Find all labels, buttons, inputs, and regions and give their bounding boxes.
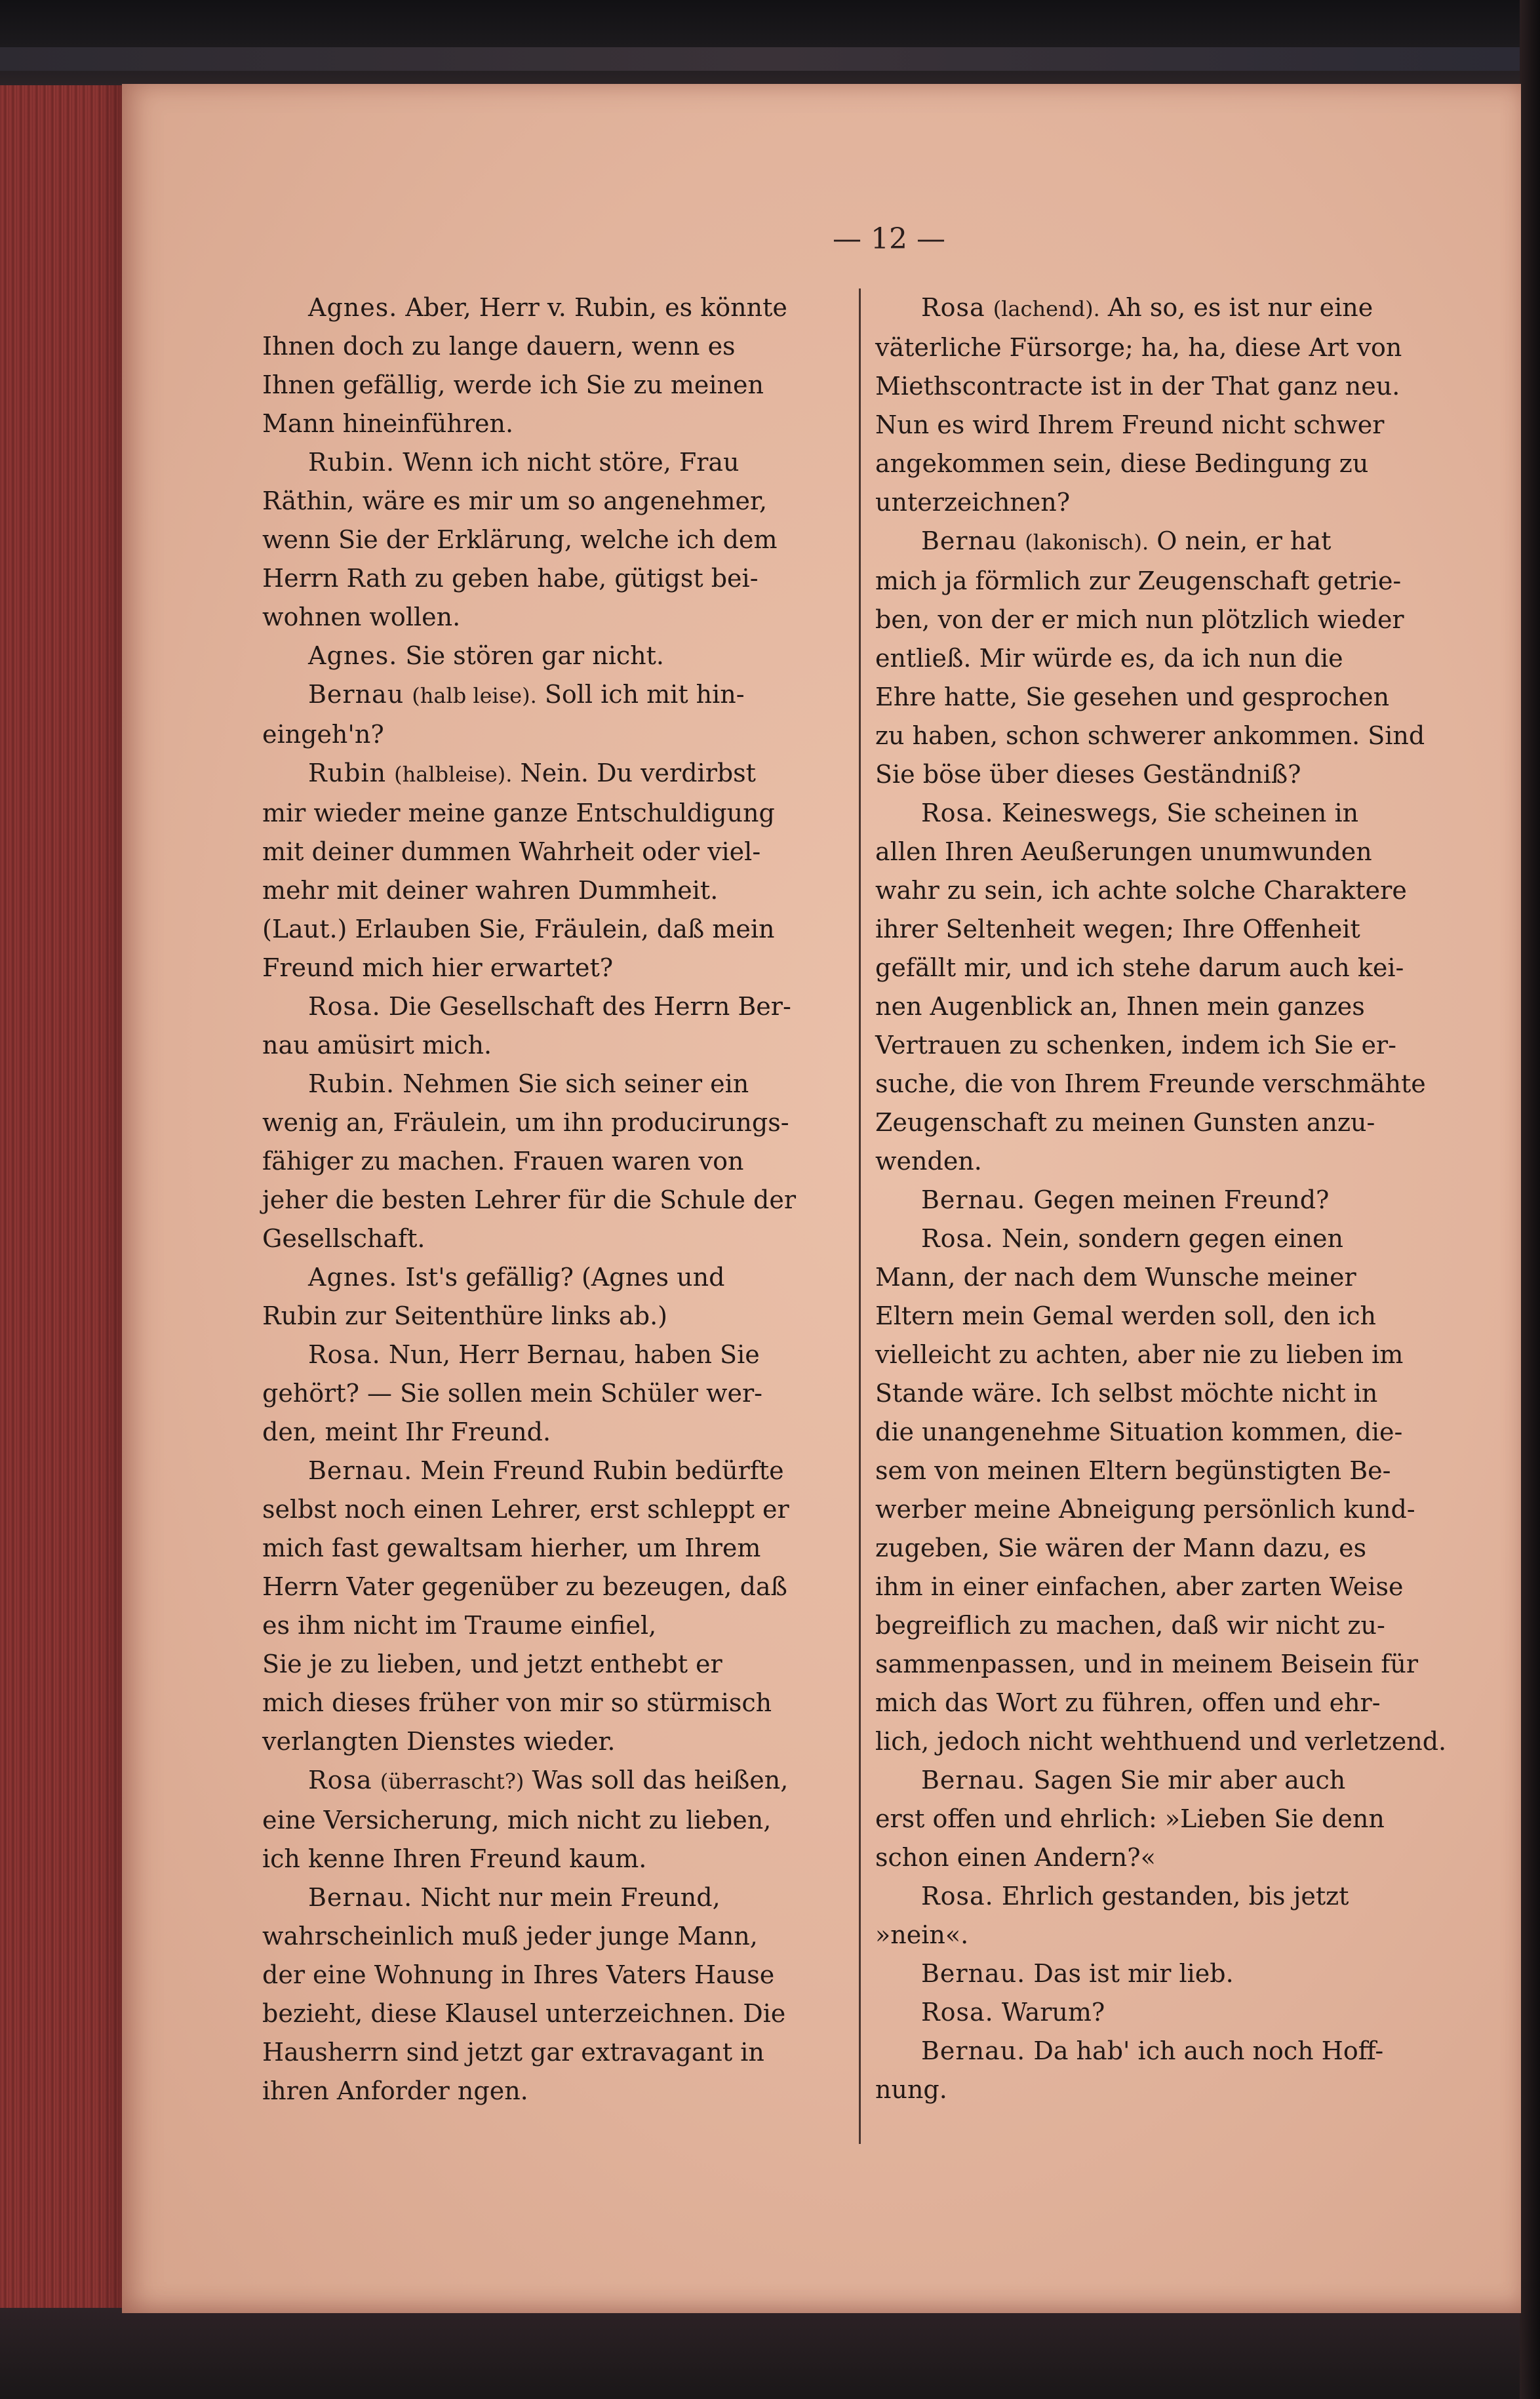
dialogue-paragraph [875,1181,1491,1219]
speaker-name: Rosa. [921,1224,994,1253]
dialogue-paragraph [262,987,879,1065]
dialogue-text: Ist's gefällig? (Agnes und Rubin zur Seitenthüre links ab.) [262,1263,725,1330]
dialogue-paragraph [262,675,879,754]
speaker-name: Rosa. [308,1340,381,1369]
dialogue-paragraph [262,1452,879,1761]
dialogue-text: Die Gesellschaft des Herrn Ber- nau amüsirt mich. [262,992,791,1060]
speaker-name: Bernau. [921,1766,1026,1794]
speaker-name: Rosa [308,1766,372,1794]
column-divider [859,288,861,2144]
right-column [875,288,1491,2210]
dialogue-text: Was soll das heißen, eine Versicherung, mich nicht zu lieben, ich kenne Ihren Freund kaum. [262,1766,789,1873]
speaker-name: Rubin. [308,1069,395,1098]
book-cover-strip [0,47,1540,71]
dialogue-paragraph [875,1993,1491,2032]
dialogue-paragraph [262,288,879,443]
dialogue-text: Nehmen Sie sich seiner ein wenig an, Fräulein, um ihn producirungs- fähiger zu machen. Frauen waren von jeher die besten Lehrer für die Schule der Gesellschaft. [262,1069,797,1253]
dialogue-text: Gegen meinen Freund? [1033,1185,1330,1214]
book-right-edge [1520,0,1540,2399]
speaker-name: Rosa. [921,1882,994,1911]
dialogue-text: Wenn ich nicht störe, Frau Räthin, wäre es mir um so angenehmer, wenn Sie der Erklärung, welche ich dem Herrn Rath zu geben habe, gütigst bei- wohnen wollen. [262,448,778,631]
dialogue-text: Warum? [1001,1998,1105,2027]
speaker-name: Rosa. [308,992,381,1021]
dialogue-text: Da hab' ich auch noch Hoff- nung. [875,2036,1384,2104]
book-top-edge [0,0,1540,85]
speaker-name: Bernau [921,526,1017,555]
dialogue-paragraph [875,522,1491,794]
speaker-name: Bernau. [308,1456,413,1485]
page-number: — 12 — [833,222,945,256]
dialogue-paragraph [875,1219,1491,1761]
dialogue-text: Soll ich mit hin- eingeh'n? [262,680,745,749]
dialogue-text: Nein, sondern gegen einen Mann, der nach dem Wunsche meiner Eltern mein Gemal werden soll, den ich vielleicht zu achten, aber nie zu lieben im Stande wäre. Ich selbst möchte nicht in die unangenehme Situation kommen, die- sem von meinen Eltern begünstigten Be- werber meine Abneigung persönlich kund- zugeben, Sie wären der Mann dazu, es ihm in einer einfachen, aber zarten Weise begreiflich zu machen, daß wir nicht zu- sammenpassen, und in meinem Beisein für mich das Wort zu führen, offen und ehr- lich, jedoch nicht wehthuend und verletzend. [875,1224,1447,1756]
dialogue-text: Aber, Herr v. Rubin, es könnte Ihnen doch zu lange dauern, wenn es Ihnen gefällig, werde ich Sie zu meinen Mann hineinführen. [262,293,787,438]
dialogue-text: Mein Freund Rubin bedürfte selbst noch einen Lehrer, erst schleppt er mich fast gewaltsam hierher, um Ihrem Herrn Vater gegenüber zu bezeugen, daß es ihm nicht im Traume einfiel, Sie je zu lieben, und jetzt enthebt er mich dieses früher von mir so stürmisch verlangten Dienstes wieder. [262,1456,789,1756]
dialogue-paragraph [875,794,1491,1181]
left-column [262,288,879,2210]
speaker-name: Agnes. [308,641,398,670]
dialogue-paragraph [262,754,879,987]
speaker-name: Rosa. [921,799,994,827]
stage-direction: (lachend). [993,296,1100,321]
speaker-name: Rubin. [308,448,395,477]
speaker-name: Agnes. [308,1263,398,1292]
dialogue-paragraph [262,1336,879,1452]
dialogue-paragraph [262,1258,879,1336]
dialogue-paragraph [262,1065,879,1258]
dialogue-paragraph [875,2032,1491,2109]
dialogue-text: Nicht nur mein Freund, wahrscheinlich muß jeder junge Mann, der eine Wohnung in Ihres Vaters Hause bezieht, diese Klausel unterzeichnen. Die Hausherrn sind jetzt gar extravagant in ihren Anforder ngen. [262,1883,786,2105]
dialogue-paragraph [262,1761,879,1878]
speaker-name: Bernau. [921,1959,1026,1988]
stage-direction: (lakonisch). [1025,530,1149,555]
stage-direction: (überrascht?) [380,1769,524,1794]
dialogue-text: Nun, Herr Bernau, haben Sie gehört? — Sie sollen mein Schüler wer- den, meint Ihr Freund. [262,1340,763,1446]
stage-direction: (halb leise). [412,683,537,708]
speaker-name: Rosa. [921,1998,994,2027]
speaker-name: Bernau. [921,1185,1026,1214]
speaker-name: Bernau. [921,2036,1026,2065]
dialogue-text: Sie stören gar nicht. [405,641,664,670]
speaker-name: Bernau. [308,1883,413,1912]
dialogue-paragraph [875,1761,1491,1877]
speaker-name: Agnes. [308,293,398,322]
stage-direction: (halbleise). [394,762,513,787]
dialogue-text: Ehrlich gestanden, bis jetzt »nein«. [875,1882,1349,1949]
dialogue-paragraph [875,288,1491,522]
speaker-name: Bernau [308,680,405,709]
dialogue-paragraph [262,637,879,675]
dialogue-text: Sagen Sie mir aber auch erst offen und ehrlich: »Lieben Sie denn schon einen Andern?« [875,1766,1385,1872]
speaker-name: Rosa [921,293,985,322]
dialogue-paragraph [262,1878,879,2111]
dialogue-paragraph [262,443,879,637]
book-bottom-edge [0,2308,1540,2399]
speaker-name: Rubin [308,759,387,787]
dialogue-text: Das ist mir lieb. [1033,1959,1234,1988]
dialogue-paragraph [875,1954,1491,1993]
dialogue-text: Keineswegs, Sie scheinen in allen Ihren Aeußerungen unumwunden wahr zu sein, ich achte solche Charaktere ihrer Seltenheit wegen; Ihre Offenheit gefällt mir, und ich stehe darum auch kei- nen Augenblick an, Ihnen mein ganzes Vertrauen zu schenken, indem ich Sie er- suche, die von Ihrem Freunde verschmähte Zeugenschaft zu meinen Gunsten anzu- wenden. [875,799,1426,1176]
dialogue-text: Nein. Du verdirbst mir wieder meine ganze Entschuldigung mit deiner dummen Wahrheit oder viel- mehr mit deiner wahren Dummheit. (Laut.) Erlauben Sie, Fräulein, daß mein Freund mich hier erwartet? [262,759,775,982]
dialogue-text: Ah so, es ist nur eine väterliche Fürsorge; ha, ha, diese Art von Miethscontracte ist in der That ganz neu. Nun es wird Ihrem Freund nicht schwer angekommen sein, diese Bedingung zu unterzeichnen? [875,293,1402,517]
dialogue-paragraph [875,1877,1491,1954]
dialogue-text: O nein, er hat mich ja förmlich zur Zeugenschaft getrie- ben, von der er mich nun plötzlich wieder entließ. Mir würde es, da ich nun die Ehre hatte, Sie gesehen und gesprochen zu haben, schon schwerer ankommen. Sind Sie böse über dieses Geständniß? [875,526,1425,789]
